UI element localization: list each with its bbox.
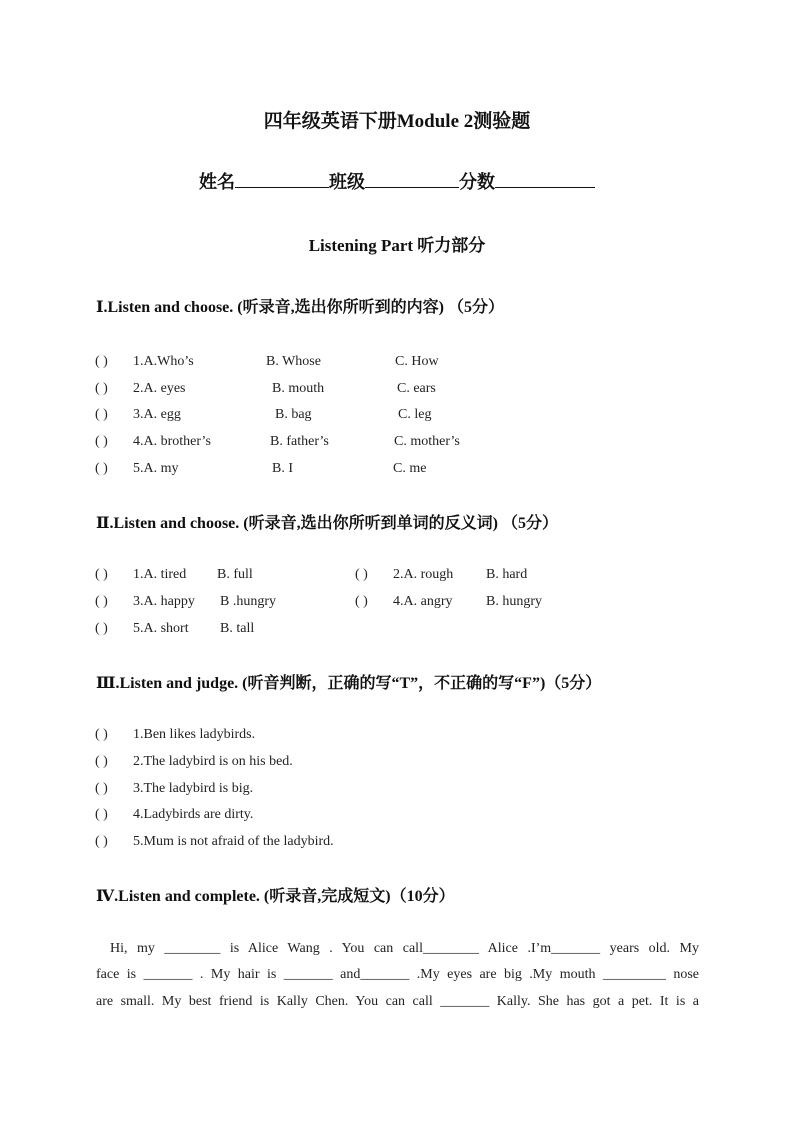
section-3-heading: Ⅲ.Listen and judge. (听音判断，正确的写“T”，不正确的写“F”)（5分）	[96, 675, 602, 692]
answer-bracket[interactable]: ( )	[95, 461, 108, 476]
answer-bracket[interactable]: ( )	[95, 781, 108, 796]
answer-bracket[interactable]: ( )	[95, 754, 108, 769]
option-c: C. How	[395, 354, 439, 369]
answer-bracket[interactable]: ( )	[355, 567, 368, 582]
answer-bracket[interactable]: ( )	[95, 594, 108, 609]
option-b: B. Whose	[266, 354, 321, 369]
passage-line: Hi, my ________ is Alice Wang . You can call________ Alice .I’m_______ years old. My	[110, 941, 699, 956]
passage-line: are small. My best friend is Kally Chen. You can call _______ Kally. She has got a pet. It is a	[96, 994, 699, 1009]
name-blank[interactable]	[235, 169, 329, 188]
option-a: 3.A. egg	[133, 407, 181, 422]
answer-bracket[interactable]: ( )	[95, 381, 108, 396]
statement: 1.Ben likes ladybirds.	[133, 727, 256, 742]
answer-bracket[interactable]: ( )	[95, 621, 108, 636]
section-2-heading: Ⅱ.Listen and choose. (听录音,选出你所听到单词的反义词) （5分）	[96, 515, 558, 532]
answer-bracket[interactable]: ( )	[95, 354, 108, 369]
option-a: 4.A. brother’s	[133, 434, 211, 449]
statement: 5.Mum is not afraid of the ladybird.	[133, 834, 334, 849]
statement: 4.Ladybirds are dirty.	[133, 807, 254, 822]
option-a: 5.A. short	[133, 621, 189, 636]
option-a: 5.A. my	[133, 461, 179, 476]
option-b: B. hungry	[486, 594, 542, 609]
option-b: B. hard	[486, 567, 528, 582]
statement: 2.The ladybird is on his bed.	[133, 754, 293, 769]
option-b: B. I	[272, 461, 293, 476]
option-a: 1.A.Who’s	[133, 354, 194, 369]
student-info-line	[0, 168, 794, 194]
option-b: B. father’s	[270, 434, 329, 449]
option-c: C. mother’s	[394, 434, 460, 449]
statement: 3.The ladybird is big.	[133, 781, 254, 796]
option-b: B. mouth	[272, 381, 325, 396]
passage-line: face is _______ . My hair is _______ and_______ .My eyes are big .My mouth _________ nose	[96, 967, 699, 982]
score-blank[interactable]	[495, 169, 595, 188]
answer-bracket[interactable]: ( )	[95, 434, 108, 449]
option-c: C. ears	[397, 381, 436, 396]
answer-bracket[interactable]: ( )	[355, 594, 368, 609]
section-4-heading: Ⅳ.Listen and complete. (听录音,完成短文)（10分）	[96, 888, 455, 905]
option-a: 1.A. tired	[133, 567, 187, 582]
answer-bracket[interactable]: ( )	[95, 834, 108, 849]
option-a: 2.A. rough	[393, 567, 454, 582]
option-a: 3.A. happy	[133, 594, 195, 609]
answer-bracket[interactable]: ( )	[95, 407, 108, 422]
page-title: 四年级英语下册Module 2测验题	[263, 111, 531, 132]
answer-bracket[interactable]: ( )	[95, 567, 108, 582]
answer-bracket[interactable]: ( )	[95, 727, 108, 742]
section-1-heading: Ⅰ.Listen and choose. (听录音,选出你所听到的内容) （5分）	[96, 299, 504, 316]
option-b: B .hungry	[220, 594, 276, 609]
option-c: C. leg	[398, 407, 432, 422]
option-b: B. full	[217, 567, 253, 582]
name-label: 姓名	[199, 172, 235, 192]
score-label: 分数	[459, 172, 495, 192]
option-a: 2.A. eyes	[133, 381, 186, 396]
option-b: B. bag	[275, 407, 312, 422]
class-label: 班级	[329, 172, 365, 192]
option-c: C. me	[393, 461, 427, 476]
option-b: B. tall	[220, 621, 255, 636]
option-a: 4.A. angry	[393, 594, 453, 609]
answer-bracket[interactable]: ( )	[95, 807, 108, 822]
class-blank[interactable]	[365, 169, 459, 188]
part-title: Listening Part 听力部分	[308, 236, 486, 255]
